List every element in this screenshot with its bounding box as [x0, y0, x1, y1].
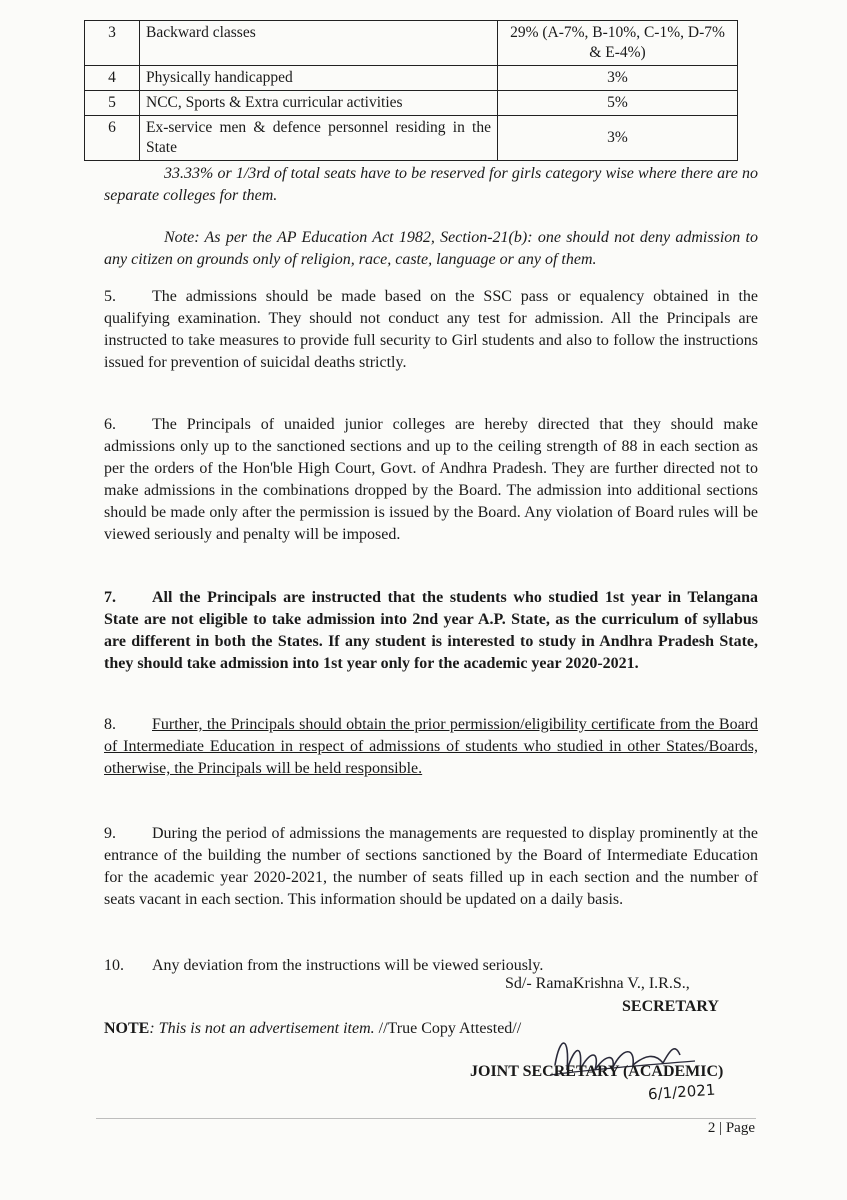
paragraph-9	[104, 823, 758, 911]
row-percentage: 3%	[498, 116, 738, 161]
paragraph-number: 8.	[104, 716, 116, 733]
note-label: NOTE	[104, 1020, 150, 1037]
paragraph-number: 5.	[104, 288, 116, 305]
paragraph-5	[104, 286, 758, 374]
signatory-title: SECRETARY	[622, 998, 719, 1015]
paragraph-number: 9.	[104, 825, 116, 842]
paragraph-6	[104, 414, 758, 546]
paragraph-7	[104, 587, 758, 675]
signatory-name: Sd/- RamaKrishna V., I.R.S.,	[505, 975, 690, 992]
paragraph-8	[104, 714, 758, 780]
paragraph-text: The Principals of unaided junior colleges are hereby directed that they should make admissions only up to the sanctioned sections and up to the ceiling strength of 88 in each section as per the orders of the Hon'ble High Court, Govt. of Andhra Pradesh. They are further directed not to make admissions in the combinations dropped by the Board. The admission into additional sections should be made only after the permission is issued by the Board. Any violation of Board rules will be viewed seriously and penalty will be imposed.	[104, 416, 758, 543]
reservation-table	[84, 20, 738, 161]
row-category: Ex-service men & defence personnel residing in the State	[140, 116, 498, 161]
paragraph-text: All the Principals are instructed that the students who studied 1st year in Telangana State are not eligible to take admission into 2nd year A.P. State, as the curriculum of syllabus are different in both the States. If any student is interested to study in Andhra Pradesh State, they should take admission into 1st year only for the academic year 2020-2021.	[104, 589, 758, 672]
row-number: 5	[85, 91, 140, 116]
paragraph-text: Further, the Principals should obtain the prior permission/eligibility certificate from the Board of Intermediate Education in respect of admissions of students who studied in other States/Boards, otherwise, the Principals will be held responsible.	[104, 716, 758, 777]
row-percentage: 3%	[498, 66, 738, 91]
paragraph-number: 6.	[104, 416, 116, 433]
table-row	[85, 116, 738, 161]
footer-divider	[96, 1118, 756, 1119]
paragraph-text: During the period of admissions the managements are requested to display prominently at the entrance of the building the number of sections sanctioned by the Board of Intermediate Education for the academic year 2020-2021, the number of seats filled up in each section and the number of seats vacant in each section. This information should be updated on a daily basis.	[104, 825, 758, 908]
advertisement-note	[104, 1020, 521, 1038]
page-number: 2 | Page	[707, 1120, 755, 1136]
table-row	[85, 21, 738, 66]
row-category: Backward classes	[140, 21, 498, 66]
paragraph-number: 7.	[104, 589, 116, 606]
document-content	[104, 20, 758, 271]
table-row	[85, 91, 738, 116]
girls-reservation-note: 33.33% or 1/3rd of total seats have to be reserved for girls category wise where there are no separate colleges for them.	[104, 165, 758, 204]
row-number: 3	[85, 21, 140, 66]
paragraph-text: Any deviation from the instructions will be viewed seriously.	[152, 957, 544, 974]
table-row	[85, 66, 738, 91]
paragraph-10	[104, 955, 758, 977]
handwritten-date: 6/1/2021	[647, 1080, 716, 1104]
attested-text: //True Copy Attested//	[378, 1020, 522, 1037]
note-text: : This is not an advertisement item.	[149, 1020, 375, 1037]
paragraph-text: The admissions should be made based on the SSC pass or equalency obtained in the qualifying examination. They should not conduct any test for admission. All the Principals are instructed to take measures to provide full security to Girl students and also to follow the instructions issued for prevention of suicidal deaths strictly.	[104, 288, 758, 371]
row-category: Physically handicapped	[140, 66, 498, 91]
row-category: NCC, Sports & Extra curricular activities	[140, 91, 498, 116]
row-number: 6	[85, 116, 140, 161]
row-percentage: 29% (A-7%, B-10%, C-1%, D-7% & E-4%)	[498, 21, 738, 66]
joint-secretary-title: JOINT SECRETARY (ACADEMIC)	[470, 1063, 724, 1080]
row-percentage: 5%	[498, 91, 738, 116]
ap-education-act-note: Note: As per the AP Education Act 1982, Section-21(b): one should not deny admission to any citizen on grounds only of religion, race, caste, language or any of them.	[104, 229, 758, 268]
paragraph-number: 10.	[104, 957, 124, 974]
row-number: 4	[85, 66, 140, 91]
